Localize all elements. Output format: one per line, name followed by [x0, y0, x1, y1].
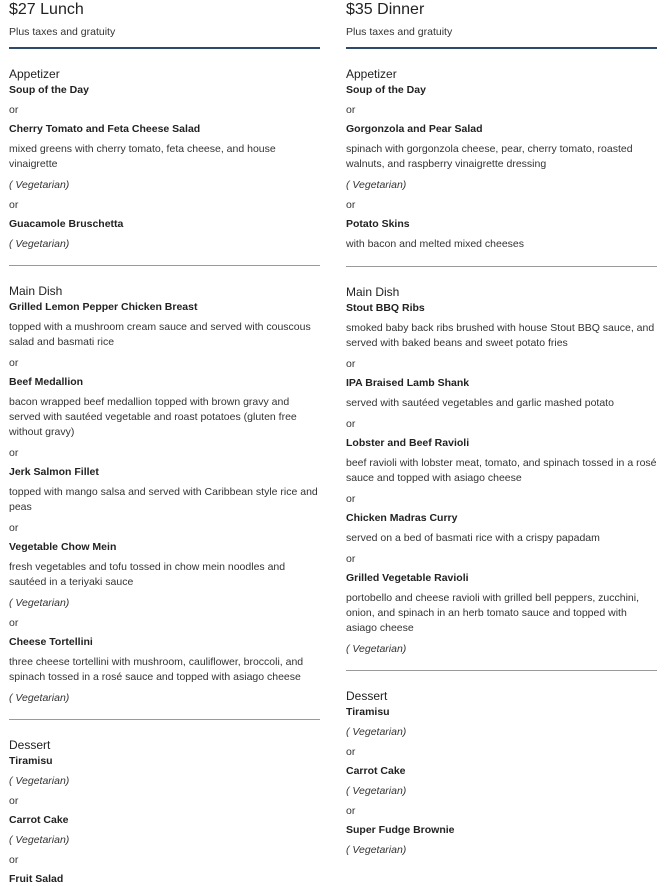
item-name: Carrot Cake — [9, 814, 69, 826]
item-description: mixed greens with cherry tomato, feta cheese, and house vinaigrette — [9, 143, 276, 170]
menu-item — [9, 813, 320, 847]
vegetarian-tag: ( Vegetarian) — [9, 238, 70, 250]
menu-item — [346, 217, 657, 252]
item-description: three cheese tortellini with mushroom, cauliflower, broccoli, and spinach tossed in a rosé sauce and topped with asiago cheese — [9, 656, 304, 683]
item-description: beef ravioli with lobster meat, tomato, and spinach tossed in a rosé sauce and topped with asiago cheese — [346, 457, 657, 484]
vegetarian-tag: ( Vegetarian) — [9, 692, 70, 704]
item-name: Cherry Tomato and Feta Cheese Salad — [9, 123, 201, 135]
or-separator: or — [9, 795, 19, 807]
vegetarian-tag: ( Vegetarian) — [346, 844, 407, 856]
item-description: topped with mango salsa and served with Caribbean style rice and peas — [9, 486, 318, 513]
or-separator: or — [346, 358, 356, 370]
menu-item — [9, 465, 320, 515]
menu-item — [9, 83, 320, 97]
item-description: spinach with gorgonzola cheese, pear, cherry tomato, roasted walnuts, and raspberry vinaigrette dressing — [346, 143, 633, 170]
menu-section — [346, 67, 657, 267]
menu-item — [9, 122, 320, 192]
item-name: Soup of the Day — [9, 84, 89, 96]
item-description: fresh vegetables and tofu tossed in chow mein noodles and sautéed in a teriyaki sauce — [9, 561, 286, 588]
vegetarian-tag: ( Vegetarian) — [9, 834, 70, 846]
or-separator: or — [346, 805, 356, 817]
item-name: Super Fudge Brownie — [346, 824, 455, 836]
section-divider — [9, 719, 320, 720]
item-description: smoked baby back ribs brushed with house Stout BBQ sauce, and served with baked beans and sweet potato fries — [346, 322, 655, 349]
item-name: Carrot Cake — [346, 765, 406, 777]
menu-subtitle: Plus taxes and gratuity — [346, 26, 453, 38]
item-description: served with sautéed vegetables and garlic mashed potato — [346, 397, 614, 409]
menu-section — [346, 285, 657, 671]
item-name: Grilled Lemon Pepper Chicken Breast — [9, 301, 198, 313]
section-title: Appetizer — [9, 67, 60, 81]
section-title: Dessert — [346, 689, 388, 703]
section-title: Main Dish — [346, 285, 400, 299]
menu-item — [9, 300, 320, 350]
item-name: Jerk Salmon Fillet — [9, 466, 99, 478]
or-separator: or — [346, 199, 356, 211]
lunch-menu-column — [9, 0, 320, 886]
item-name: Tiramisu — [346, 706, 390, 718]
dinner-menu-column — [346, 0, 657, 857]
vegetarian-tag: ( Vegetarian) — [9, 775, 70, 787]
menu-title: $27 Lunch — [9, 1, 84, 18]
or-separator: or — [9, 854, 19, 866]
or-separator: or — [346, 493, 356, 505]
item-description: with bacon and melted mixed cheeses — [346, 238, 525, 250]
or-separator: or — [346, 104, 356, 116]
item-description: topped with a mushroom cream sauce and served with couscous salad and basmati rice — [9, 321, 311, 348]
or-separator: or — [9, 522, 19, 534]
item-name: Lobster and Beef Ravioli — [346, 437, 470, 449]
or-separator: or — [9, 199, 19, 211]
item-name: Gorgonzola and Pear Salad — [346, 123, 483, 135]
section-title: Appetizer — [346, 67, 397, 81]
vegetarian-tag: ( Vegetarian) — [9, 597, 70, 609]
item-name: Grilled Vegetable Ravioli — [346, 572, 469, 584]
menu-item — [9, 540, 320, 610]
menu-item — [346, 436, 657, 486]
menu-item — [346, 823, 657, 857]
item-name: Cheese Tortellini — [9, 636, 93, 648]
or-separator: or — [9, 357, 19, 369]
section-title: Main Dish — [9, 284, 63, 298]
or-separator: or — [346, 746, 356, 758]
menu-item — [9, 217, 320, 251]
item-name: IPA Braised Lamb Shank — [346, 377, 470, 389]
menu-item — [346, 122, 657, 192]
vegetarian-tag: ( Vegetarian) — [346, 726, 407, 738]
menu-item — [346, 376, 657, 411]
menu-item — [346, 511, 657, 546]
vegetarian-tag: ( Vegetarian) — [346, 643, 407, 655]
menu-item — [9, 754, 320, 788]
menu-section — [346, 689, 657, 857]
item-name: Vegetable Chow Mein — [9, 541, 117, 553]
item-name: Tiramisu — [9, 755, 53, 767]
menu-item — [9, 872, 320, 886]
title-divider — [9, 47, 320, 49]
or-separator: or — [346, 418, 356, 430]
item-name: Beef Medallion — [9, 376, 84, 388]
menu-section — [9, 284, 320, 720]
menu-item — [9, 635, 320, 705]
menu-title: $35 Dinner — [346, 1, 425, 18]
item-name: Chicken Madras Curry — [346, 512, 458, 524]
item-description: served on a bed of basmati rice with a crispy papadam — [346, 532, 600, 544]
or-separator: or — [9, 617, 19, 629]
menu-item — [346, 83, 657, 97]
vegetarian-tag: ( Vegetarian) — [346, 179, 407, 191]
menu-section — [9, 738, 320, 886]
item-name: Fruit Salad — [9, 873, 64, 885]
or-separator: or — [346, 553, 356, 565]
menu-section — [9, 67, 320, 266]
section-divider — [346, 266, 657, 267]
menu-item — [9, 375, 320, 440]
section-divider — [9, 265, 320, 266]
item-name: Stout BBQ Ribs — [346, 302, 425, 314]
or-separator: or — [9, 104, 19, 116]
menu-item — [346, 301, 657, 351]
menu-item — [346, 571, 657, 656]
item-description: portobello and cheese ravioli with grilled bell peppers, zucchini, onion, and spinach in an herb tomato sauce and topped with asiago cheese — [346, 592, 640, 634]
item-name: Guacamole Bruschetta — [9, 218, 124, 230]
menu-subtitle: Plus taxes and gratuity — [9, 26, 116, 38]
item-name: Potato Skins — [346, 218, 410, 230]
section-divider — [346, 670, 657, 671]
menu-item — [346, 764, 657, 798]
item-description: bacon wrapped beef medallion topped with brown gravy and served with sautéed vegetable and roast potatoes (gluten free without gravy) — [9, 396, 297, 438]
item-name: Soup of the Day — [346, 84, 426, 96]
section-title: Dessert — [9, 738, 51, 752]
menu-item — [346, 705, 657, 739]
or-separator: or — [9, 447, 19, 459]
title-divider — [346, 47, 657, 49]
vegetarian-tag: ( Vegetarian) — [346, 785, 407, 797]
vegetarian-tag: ( Vegetarian) — [9, 179, 70, 191]
